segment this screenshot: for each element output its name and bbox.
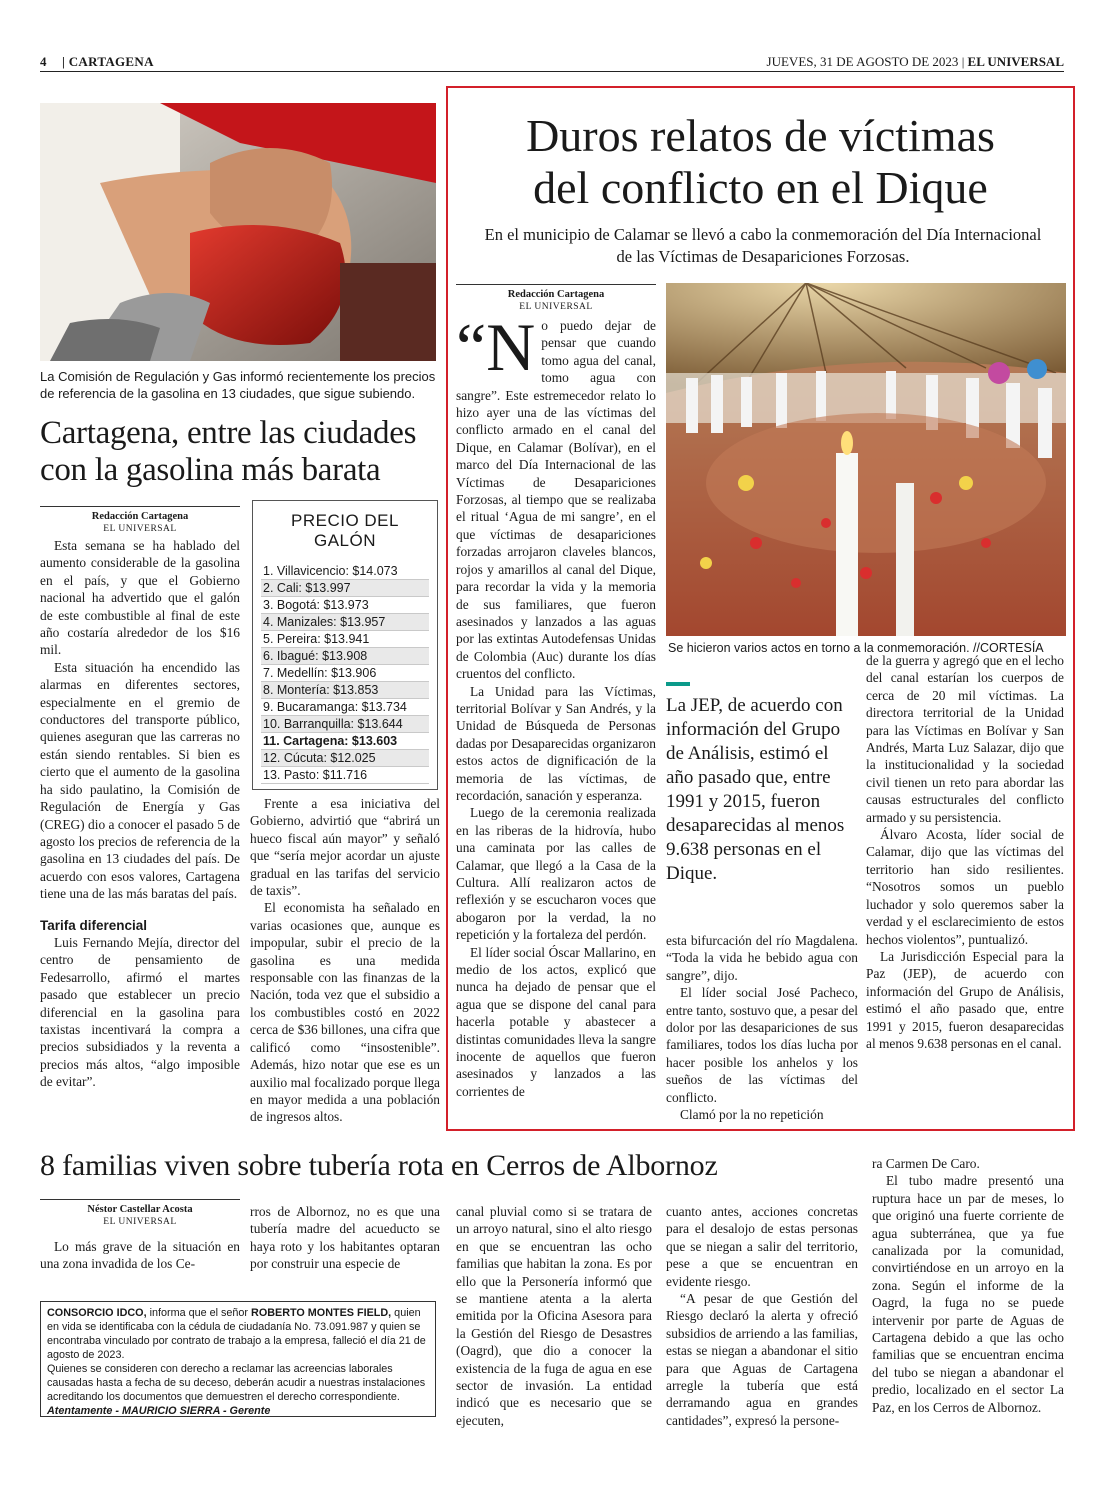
bottom-story-column-3 xyxy=(456,1203,652,1429)
paragraph: El líder social Óscar Mallarino, en medio de los actos, explicó que nunca ha dejado de pensar que el agua que se dispone del canal para hacerla potable y abastecer a distintas comunidades lleva la sangre inocente de aquellos que fueron asesinados y lanzados a las corrientes de xyxy=(456,944,656,1099)
ceremony-illustration xyxy=(666,283,1066,636)
byline-rule xyxy=(40,506,240,507)
byline-outlet: EL UNIVERSAL xyxy=(103,524,177,534)
bottom-story-column-4 xyxy=(666,1203,858,1429)
pullquote-text: La JEP, de acuerdo con información del Grupo de Análisis, estimó el año pasado que, entre 1991 y 2015, fueron desaparecidas al menos 9.638 personas en el Dique. xyxy=(666,695,845,884)
paragraph: esta bifurcación del río Magdalena. “Toda la vida he bebido agua con sangre”, dijo. xyxy=(666,933,858,983)
bottom-story-byline xyxy=(40,1204,240,1228)
bottom-story-column-2 xyxy=(250,1203,440,1273)
section-label: CARTAGENA xyxy=(68,54,154,69)
lead-text: o puedo dejar de pensar que cuando tomo agua del canal, tomo agua con sangre”. Este estremecedor relato lo hizo ayer una de las víctimas del conflicto armado en el canal del Dique, en Calamar (Bolívar), en el marco del Día Internacional de las Víctimas de Desapariciones Forzosas, al tiempo que se realizaba el ritual ‘Agua de mi sangre’, en el que víctimas de desapariciones forzadas arrojaron claveles blancos, rojos y amarillos al canal del Dique, para recordar la vida y la memoria de sus familiares, que fueron asesinados y lanzados a las aguas por las extintas Autodefensas Unidas de Colombia (Auc) durante los días cruentos del conflicto. xyxy=(456,318,656,682)
price-row: 8. Montería: $13.853 xyxy=(261,682,429,699)
paragraph: rros de Albornoz, no es que una tubería madre del acueducto se haya roto y los habitantes optaran por construir una especie de xyxy=(250,1204,440,1272)
issue-date: JUEVES, 31 DE AGOSTO DE 2023 xyxy=(766,54,959,69)
newspaper-name: EL UNIVERSAL xyxy=(967,54,1064,69)
byline-outlet: EL UNIVERSAL xyxy=(519,302,593,312)
paragraph: canal pluvial como si se tratara de un arroyo natural, sino el alto riesgo en que se encuentran las ocho familias que habitan la zona. Es por ello que la Personería informó que se mantiene atenta a la alerta emitida por la Oficina Asesora para la Gestión del Riesgo de Desastres (Oagrd), que dio a conocer la existencia de la fuga de agua en ese sector de invasión. La entidad indicó que es necesario que se ejecuten, xyxy=(456,1204,652,1428)
paragraph: “A pesar de que Gestión del Riesgo declaró la alerta y ofreció subsidios de arriendo a las familias, estas se niegan a abandonar el sitio para que Aguas de Cartagena arregle la tubería que está derramando agua en grandes cantidades”, expresó la persone- xyxy=(666,1291,858,1428)
paragraph: Álvaro Acosta, líder social de Calamar, dijo que las víctimas del territorio han sido resilientes. “Nosotros somos un pueblo luchador y solo queremos saber la verdad y el esclarecimiento de estos hechos violentos”, puntualizó. xyxy=(866,827,1064,947)
notice-paragraph xyxy=(47,1306,429,1362)
byline-author: Néstor Castellar Acosta xyxy=(87,1204,193,1215)
header-date-line: JUEVES, 31 DE AGOSTO DE 2023 | EL UNIVERSAL xyxy=(766,54,1064,69)
price-row: 7. Medellín: $13.906 xyxy=(261,665,429,682)
price-row: 3. Bogotá: $13.973 xyxy=(261,597,429,614)
page-header xyxy=(40,52,1064,72)
price-row: 9. Bucaramanga: $13.734 xyxy=(261,699,429,716)
pullquote-accent-bar xyxy=(666,682,690,686)
feature-headline-line: Duros relatos de víctimas xyxy=(526,110,995,161)
notice-paragraph: Quienes se consideren con derecho a reclamar las acreencias laborales causadas hasta a fecha de su deceso, deberán acudir a nuestras instalaciones acreditando los documentos que demuestren el derecho correspondiente. xyxy=(47,1363,426,1403)
price-row: 12. Cúcuta: $12.025 xyxy=(261,750,429,767)
bottom-story-headline: 8 familias viven sobre tubería rota en Cerros de Albornoz xyxy=(40,1149,718,1182)
paragraph: El líder social José Pacheco, entre tanto, sostuvo que, a pesar del dolor por las desapariciones de sus familiares, todos los días lucha por hacer posible los anhelos y los sueños de las víctimas del conflicto. xyxy=(666,985,858,1105)
bottom-story-column-5 xyxy=(872,1155,1064,1416)
paragraph: Lo más grave de la situación en una zona invadida de los Ce- xyxy=(40,1239,240,1272)
fuel-nozzle-illustration xyxy=(40,103,436,361)
paragraph: ra Carmen De Caro. xyxy=(872,1156,980,1171)
paragraph: Esta semana se ha hablado del aumento considerable de la gasolina en el país, y que el Gobierno nacional ha advertido que el galón de este combustible al final de este año costaría alrededor de los $16 mil. xyxy=(40,538,240,658)
price-box xyxy=(252,500,438,790)
paragraph: Luis Fernando Mejía, director del centro de pensamiento de Fedesarrollo, afirmó el martes pasado que establecer un precio diferencial en la gasolina para taxistas incentivará la compra a precios subsidiados y la reventa a precios más altos, “algo imposible de evitar”. xyxy=(40,934,240,1090)
paragraph: Clamó por la no repetición xyxy=(680,1107,824,1123)
price-row: 10. Barranquilla: $13.644 xyxy=(261,716,429,733)
feature-column-1 xyxy=(456,309,656,1100)
fuel-nozzle-photo xyxy=(40,103,436,361)
price-box-title: PRECIO DEL GALÓN xyxy=(291,511,399,550)
notice-text: informa que el señor xyxy=(146,1307,252,1319)
notice-text: quien en vida se identificaba con la cédula de ciudadanía No. 73.091.987 y quien se encontraba vinculado por contrato de trabajo a la empresa, falleció el día 21 de agosto de 2023. xyxy=(47,1307,426,1361)
paragraph: Esta situación ha encendido las alarmas en diferentes sectores, especialmente en el gremio de conductores del transporte público, quienes aseguran que las carreras no están siendo rentables. Si bien es cierto que el aumento de la gasolina ha sido paulatino, la Comisión de Regulación de Energía y Gas (CREG) dio a conocer el pasado 5 de agosto los precios de referencia de la gasolina en 13 ciudades del país. De acuerdo con esos valores, Cartagena tiene una de las más baratas del país. xyxy=(40,659,240,902)
pullquote xyxy=(666,682,858,886)
feature-headline xyxy=(448,110,1073,214)
price-row: 5. Pereira: $13.941 xyxy=(261,631,429,648)
byline-outlet: EL UNIVERSAL xyxy=(103,1217,177,1227)
gas-story-headline: Cartagena, entre las ciudades con la gasolina más barata xyxy=(40,415,417,488)
paragraph: de la guerra y agregó que en el lecho del canal estarían los cuerpos de cerca de 20 mil víctimas. La directora territorial de la Unidad para las Víctimas en Bolívar y San Andrés, Marta Luz Salazar, dijo que la institucionalidad y la sociedad civil tienen un reto para abordar las causas estructurales del conflicto armado y su persistencia. xyxy=(866,653,1064,825)
subhead: Tarifa diferencial xyxy=(40,917,148,933)
fuel-photo-caption: La Comisión de Regulación y Gas informó recientemente los precios de referencia de la gasolina en 13 ciudades, que sigue subiendo. xyxy=(40,369,436,401)
notice-company: CONSORCIO IDCO, xyxy=(47,1307,147,1319)
ceremony-photo xyxy=(666,283,1066,636)
price-row: 13. Pasto: $11.716 xyxy=(261,767,429,784)
gas-story-byline xyxy=(40,511,240,535)
dropcap: “N xyxy=(456,309,536,385)
price-row-highlight: 11. Cartagena: $13.603 xyxy=(261,733,429,750)
gas-story-column-2 xyxy=(250,795,440,1126)
paragraph: Frente a esa iniciativa del Gobierno, advirtió que “abrirá un hueco fiscal aún mayor” y señaló que “sería mejor acordar un ajuste gradual en las tarifas del servicio de taxis”. xyxy=(250,796,440,899)
lead-paragraph xyxy=(456,309,656,683)
feature-deck: En el municipio de Calamar se llevó a cabo la conmemoración del Día Internacional de las Víctimas de Desapariciones Forzosas. xyxy=(484,225,1042,266)
paragraph: La Unidad para las Víctimas, territorial Bolívar y San Andrés, y la Unidad de Búsqueda de Personas dadas por Desaparecidas organizaron estos actos de dignificación de la memoria de las víctimas, de recordación, sanación y esperanza. xyxy=(456,683,656,803)
paragraph: El tubo madre presentó una ruptura hace un par de meses, lo que originó una fuerte corriente de agua subterránea, que ya fue canalizada por la comunidad, convirtiéndose en un arroyo en la zona. Según el informe de la Oagrd, la fuga no se puede intervenir por parte de Aguas de Cartagena debido a que las ocho familias que se encuentran encima del tubo se niegan a abandonar el predio, localizado en el sector La Paz, en los Cerros de Albornoz. xyxy=(872,1173,1064,1415)
feature-headline-line: del conflicto en el Dique xyxy=(533,162,988,213)
gas-story-column-1 xyxy=(40,537,240,1091)
ceremony-photo-caption: Se hicieron varios actos en torno a la conmemoración. //CORTESÍA xyxy=(668,641,1044,655)
paragraph: El economista ha señalado en varias ocasiones que, aunque es impopular, subir el precio de la gasolina es una medida responsable con las finanzas de la Nación, toda vez que el subsidio a los combustibles costó en 2022 cerca de $36 billones, una cifra que calificó como “insostenible”. Además, hizo notar que ese es un auxilio mal focalizado porque llega en mayor medida a una población de ingresos altos. xyxy=(250,900,440,1125)
feature-column-2 xyxy=(666,932,858,1123)
byline-author: Redacción Cartagena xyxy=(507,289,605,300)
bottom-story-column-1 xyxy=(40,1238,240,1273)
price-row: 1. Villavicencio: $14.073 xyxy=(261,563,429,580)
page-number: 4 xyxy=(40,54,47,69)
legal-notice-box xyxy=(40,1301,436,1417)
paragraph: cuanto antes, acciones concretas para el desalojo de estas personas que se niegan a salir del territorio, pese a que se encuentran en evidente riesgo. xyxy=(666,1204,858,1289)
price-row: 4. Manizales: $13.957 xyxy=(261,614,429,631)
byline-author: Redacción Cartagena xyxy=(91,511,189,522)
price-row: 2. Cali: $13.997 xyxy=(261,580,429,597)
byline-rule xyxy=(40,1199,240,1200)
section-name: | CARTAGENA xyxy=(62,54,154,69)
byline-rule xyxy=(456,284,656,285)
feature-column-3 xyxy=(866,652,1064,1052)
notice-person-name: ROBERTO MONTES FIELD, xyxy=(251,1307,392,1319)
notice-signature: Atentamente - MAURICIO SIERRA - Gerente xyxy=(47,1405,271,1417)
paragraph: Luego de la ceremonia realizada en las riberas de la hidrovía, hubo una caminata por las calles de Calamar, que llegó a la Casa de la Cultura. Allí realizaron actos de reflexión y se escucharon voces que abogaron por la verdad, la no repetición y la fortaleza del perdón. xyxy=(456,805,656,943)
paragraph: La Jurisdicción Especial para la Paz (JEP), de acuerdo con información del Grupo de Análisis, estimó el año pasado que, entre 1991 y 2015, fueron desaparecidas al menos 9.638 personas en el canal. xyxy=(866,948,1064,1051)
price-row: 6. Ibagué: $13.908 xyxy=(261,648,429,665)
